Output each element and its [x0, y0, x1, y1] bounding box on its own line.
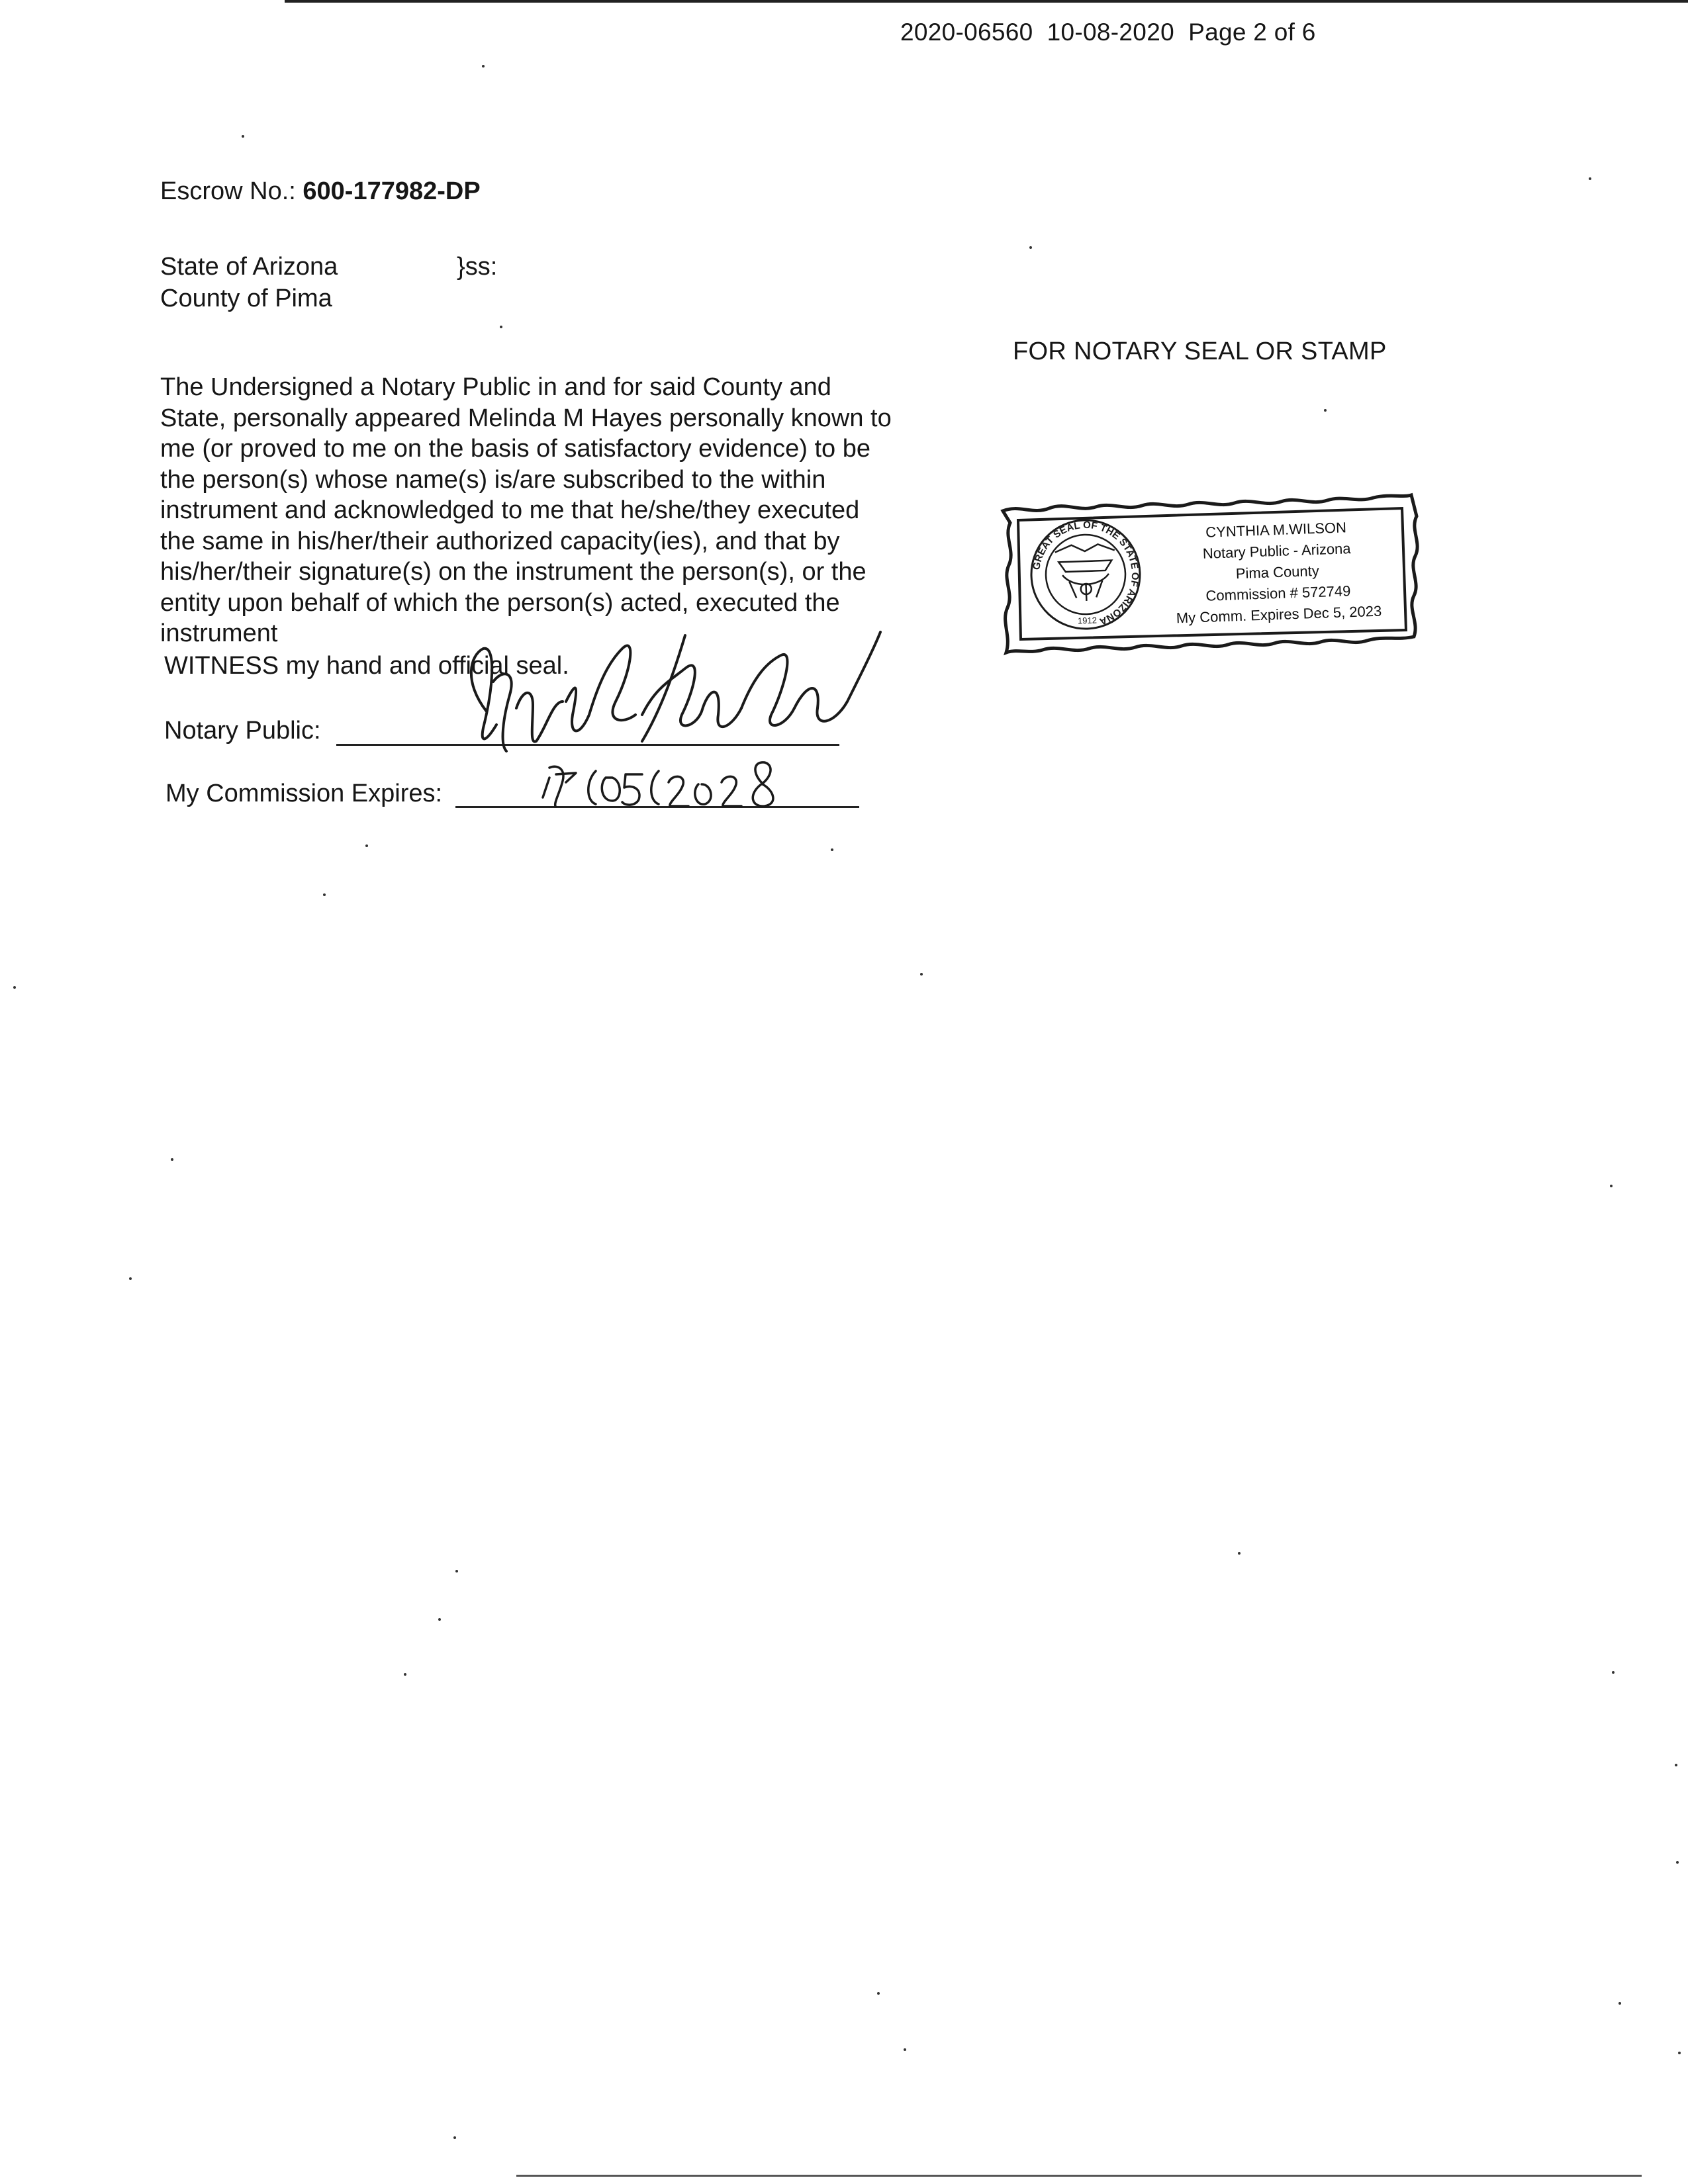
- acknowledgment-line: The Undersigned a Notary Public in and for said County and: [160, 373, 831, 401]
- scan-speck: [1612, 1671, 1615, 1674]
- acknowledgment-line: the person(s) whose name(s) is/are subscribed to the within: [160, 465, 826, 494]
- scan-speck: [129, 1277, 132, 1280]
- scan-speck: [365, 844, 368, 847]
- venue-state: State of Arizona: [160, 253, 338, 281]
- escrow-number: 600-177982-DP: [303, 177, 481, 205]
- scan-speck: [1238, 1552, 1241, 1555]
- notary-stamp: [993, 490, 1423, 668]
- scan-speck: [482, 65, 485, 68]
- scan-speck: [1029, 246, 1032, 249]
- scan-speck: [1589, 177, 1591, 180]
- stamp-commission: Commission # 572749: [1205, 582, 1351, 604]
- stamp-name: CYNTHIA M.WILSON: [1205, 519, 1347, 541]
- scan-speck: [242, 135, 244, 138]
- notary-public-label: Notary Public:: [164, 717, 321, 745]
- handwritten-signature: [424, 609, 900, 807]
- commission-expires-label: My Commission Expires:: [165, 780, 443, 807]
- scan-speck: [171, 1158, 173, 1161]
- seal-year: 1912: [1077, 615, 1098, 626]
- scan-speck: [920, 973, 923, 976]
- venue-county: County of Pima: [160, 285, 332, 312]
- scan-speck: [500, 326, 502, 328]
- acknowledgment-line: State, personally appeared Melinda M Hayes personally known to: [160, 404, 892, 432]
- bottom-border-rule: [516, 2175, 1642, 2177]
- scan-speck: [1675, 1764, 1677, 1766]
- acknowledgment-text: [160, 372, 928, 649]
- scan-speck: [1618, 2002, 1621, 2005]
- scan-speck: [455, 1570, 458, 1572]
- witness-line: WITNESS my hand and official seal.: [164, 652, 569, 680]
- acknowledgment-line: instrument and acknowledged to me that he/she/they executed: [160, 496, 860, 524]
- scan-speck: [1676, 1861, 1679, 1864]
- acknowledgment-line: instrument: [160, 619, 278, 647]
- scan-speck: [453, 2136, 456, 2139]
- stamp-county: Pima County: [1235, 562, 1320, 582]
- stamp-expires: My Comm. Expires Dec 5, 2023: [1176, 602, 1382, 627]
- acknowledgment-line: entity upon behalf of which the person(s) acted, executed the: [160, 588, 840, 617]
- scan-speck: [404, 1673, 406, 1676]
- notary-seal-caption: FOR NOTARY SEAL OR STAMP: [1013, 338, 1387, 365]
- scan-speck: [13, 986, 16, 989]
- seal-ring-text: GREAT SEAL OF THE STATE OF ARIZONA: [1031, 519, 1141, 627]
- top-border-rule: [285, 0, 1688, 3]
- scan-speck: [1610, 1185, 1613, 1187]
- acknowledgment-line: me (or proved to me on the basis of satisfactory evidence) to be: [160, 435, 870, 463]
- stamp-title: Notary Public - Arizona: [1202, 540, 1351, 562]
- scan-speck: [1324, 409, 1327, 412]
- recording-header: 2020-06560 10-08-2020 Page 2 of 6: [900, 19, 1316, 46]
- scan-speck: [438, 1618, 441, 1621]
- escrow-label: Escrow No.:: [160, 177, 296, 205]
- scan-speck: [877, 1992, 880, 1995]
- scan-speck: [1678, 2052, 1681, 2054]
- venue-ss: }ss:: [457, 253, 498, 281]
- escrow-line: [160, 177, 481, 206]
- scan-speck: [904, 2048, 906, 2051]
- acknowledgment-line: the same in his/her/their authorized capacity(ies), and that by: [160, 527, 840, 555]
- scan-speck: [831, 848, 833, 851]
- acknowledgment-line: his/her/their signature(s) on the instrument the person(s), or the: [160, 558, 867, 586]
- scan-speck: [323, 893, 326, 896]
